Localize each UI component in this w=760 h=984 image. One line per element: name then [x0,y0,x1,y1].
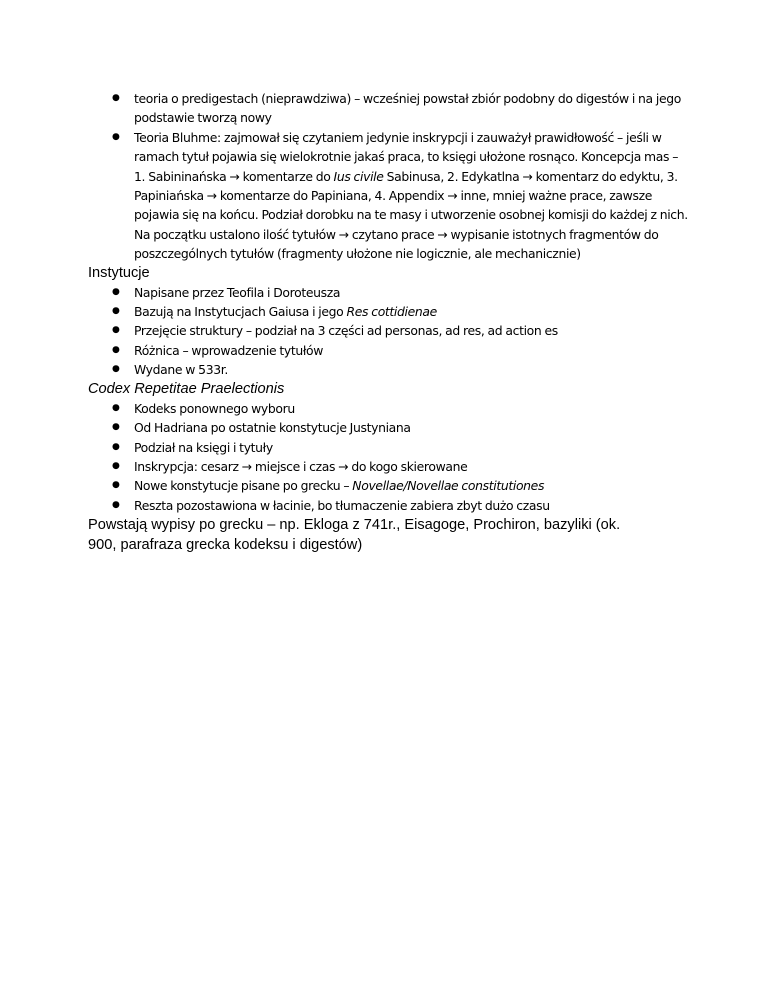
item-text: Przejęcie struktury – podział na 3 części ad personas, ad res, ad action es [134,323,558,339]
item-text: Teoria Bluhme: zajmował się czytaniem jedynie inskrypcji i zauważył prawidłowość – jeśli w ramach tytuł pojawia się wielokrotnie jakaś praca, to księgi ułożone rosnąco. Koncepcja mas – 1. Sabininańska → komentarze do [134,129,679,184]
bullet-icon: ● [112,93,120,103]
item-text: Kodeks ponownego wyboru [134,400,295,416]
document-content [88,89,688,555]
list-item [88,418,688,437]
codex-list [88,399,688,515]
list-item [88,128,688,264]
list-item [88,438,688,457]
item-text: Reszta pozostawiona w łacinie, bo tłumaczenie zabiera zbyt dużo czasu [134,497,550,513]
item-text: Inskrypcja: cesarz → miejsce i czas → do kogo skierowane [134,458,468,474]
list-item [88,321,688,340]
digesta-theories-list [88,89,688,264]
bullet-icon: ● [112,131,120,142]
section-heading-instytucje: Instytucje [88,264,150,281]
item-text: Wydane w 533r. [134,362,228,378]
bullet-icon: ● [112,441,120,452]
bullet-icon: ● [112,460,120,471]
list-item [88,360,688,379]
bullet-icon: ● [112,499,120,510]
bullet-icon: ● [112,480,120,491]
closing-paragraph: Powstają wypisy po grecku – np. Ekloga z 741r., Eisagoge, Prochiron, bazyliki (ok. 900, parafraza grecka kodeksu i digestów) [88,517,621,554]
bullet-icon: ● [112,344,120,355]
list-item [88,476,688,495]
bullet-icon: ● [112,325,120,336]
bullet-icon: ● [112,422,120,433]
list-item [88,283,688,302]
bullet-icon: ● [112,286,120,297]
item-text-italic: Ius civile [333,168,384,184]
list-item [88,341,688,360]
item-text: Od Hadriana po ostatnie konstytucje Justyniana [134,420,411,436]
list-item [88,302,688,321]
item-text: Podział na księgi i tytuły [134,439,273,455]
item-text: Sabinusa, 2. Edykatlna → komentarz do edyktu, 3. Papiniańska → komentarze do Papiniana, 4. Appendix → inne, mniej ważne prace, zawsze pojawia się na końcu. Podział dorobku na te masy i utworzenie osobnej komisji do każdej z nich. Na początku ustalono ilość tytułów → czytano prace → wypisanie istotnych fragmentów do poszczególnych tytułów (fragmenty ułożone nie logicznie, ale mechanicznie) [134,168,688,262]
list-item [88,399,688,418]
item-text: Bazują na Instytucjach Gaiusa i jego [134,304,347,320]
bullet-icon: ● [112,402,120,413]
bullet-icon: ● [112,364,120,375]
item-text-italic: Res cottidienae [346,304,437,320]
section-heading-codex: Codex Repetitae Praelectionis [88,380,285,397]
item-text: teoria o predigestach (nieprawdziwa) – wcześniej powstał zbiór podobny do digestów i na jego podstawie tworzą nowy [134,91,681,126]
list-item [88,457,688,476]
bullet-icon: ● [112,306,120,317]
item-text: Napisane przez Teofila i Doroteusza [134,284,341,300]
list-item [88,89,688,128]
item-text-italic: Novellae/Novellae constitutiones [352,478,545,494]
item-text: Różnica – wprowadzenie tytułów [134,342,324,358]
list-item [88,496,688,515]
instytucje-list [88,283,688,380]
item-text: Nowe konstytucje pisane po grecku – [134,478,353,494]
